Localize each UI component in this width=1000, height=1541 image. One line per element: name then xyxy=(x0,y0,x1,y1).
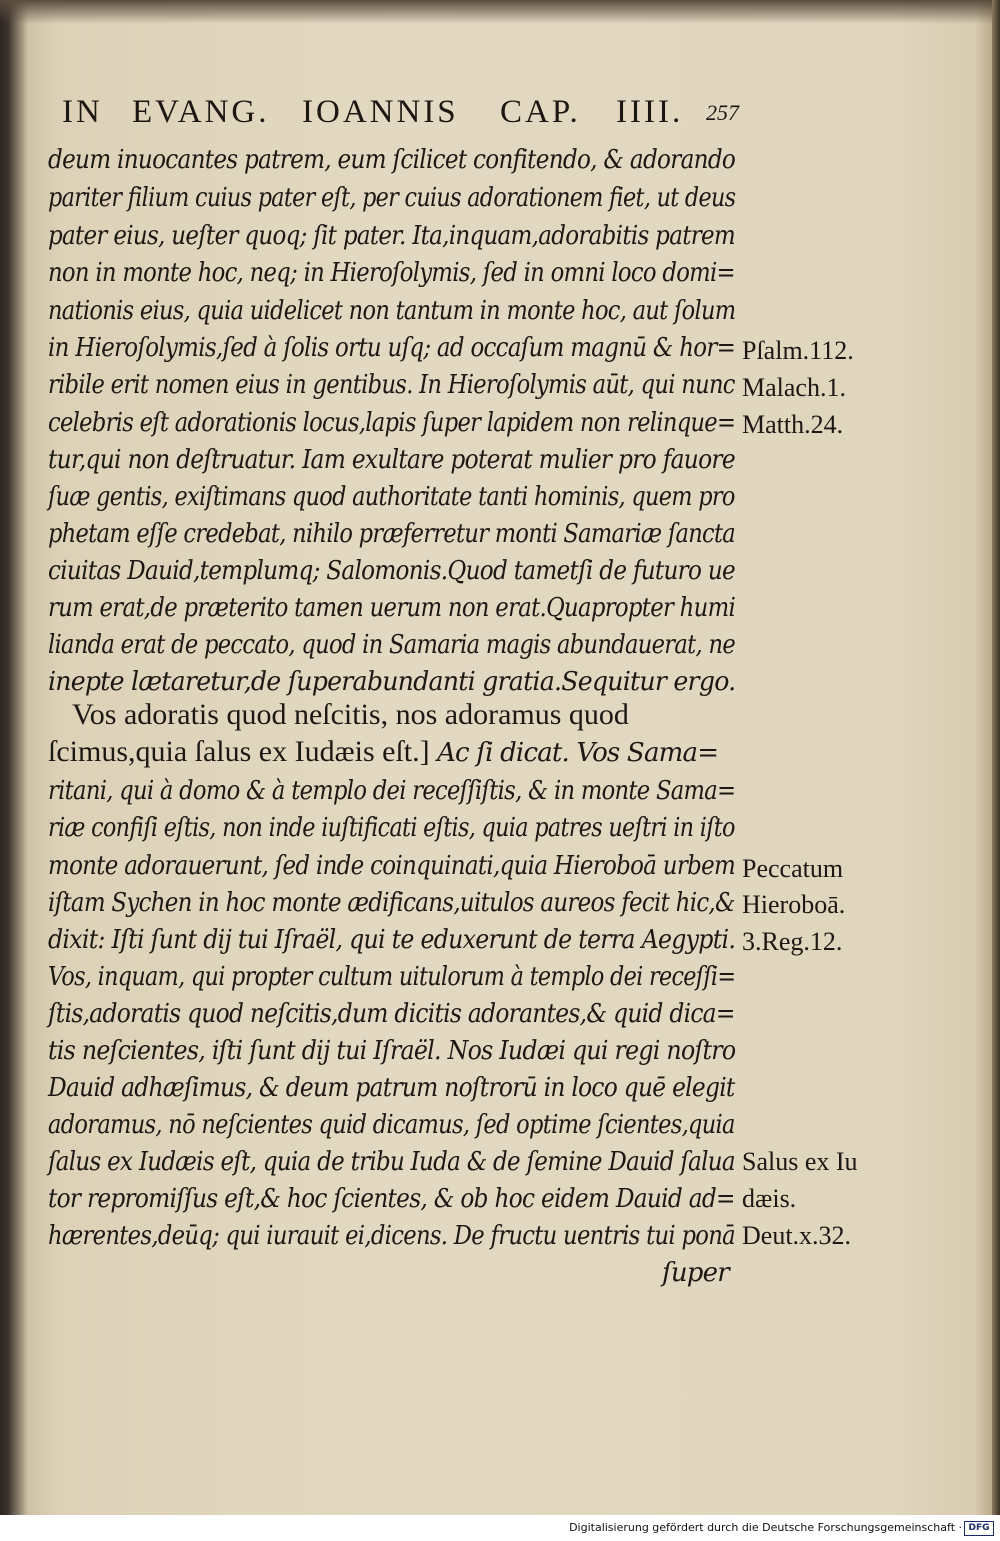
body-line: ciuitas Dauid,templumq; Salomonis.Quod tametſi de futuro ue xyxy=(48,556,735,586)
lemma-line: Vos adoratis quod neſcitis, nos adoramus quod xyxy=(72,698,629,731)
body-line: riæ confiſi eſtis, non inde iuſtificati eſtis, quia patres ueſtri in iſto xyxy=(48,813,735,843)
body-line: dixit: Iſti ſunt dij tui Iſraël, qui te eduxerunt de terra Aegypti. xyxy=(48,925,736,955)
lemma-line xyxy=(48,735,718,769)
lemma-roman: ſcimus,quia ſalus ex Iudæis eſt.] xyxy=(48,735,430,768)
margin-note: Malach.1. xyxy=(742,373,846,402)
body-line: ſalus ex Iudæis eſt, quia de tribu Iuda & de ſemine Dauid ſalua xyxy=(48,1147,735,1177)
header-ioannis: IOANNIS xyxy=(302,94,459,130)
body-line: Vos, inquam, qui propter cultum uitulorum à templo dei receſſi= xyxy=(48,962,736,992)
body-line: phetam eſſe credebat, nihilo præferretur monti Samariæ ſancta xyxy=(48,519,736,549)
margin-note: Deut.x.32. xyxy=(742,1221,852,1250)
body-line: ſtis,adoratis quod neſcitis,dum dicitis adorantes,& quid dica= xyxy=(48,999,735,1029)
body-line: Dauid adhæſimus, & deum patrum noſtrorū in loco quē elegit xyxy=(48,1073,735,1103)
body-line: adoramus, nō neſcientes quid dicamus, ſed optime ſcientes,quia xyxy=(48,1110,735,1140)
page-number: 257 xyxy=(706,100,739,125)
margin-note: Pſalm.112. xyxy=(742,336,854,365)
lemma-italic: Ac ſi dicat. Vos Sama= xyxy=(429,738,719,768)
dfg-logo-icon: DFG xyxy=(964,1521,994,1536)
body-line: deum inuocantes patrem, eum ſcilicet confitendo, & adorando xyxy=(48,145,736,175)
margin-note: Peccatum xyxy=(742,854,844,883)
body-line: lianda erat de peccato, quod in Samaria magis abundauerat, ne xyxy=(48,630,736,660)
body-line: tur,qui non deſtruatur. Iam exultare poterat mulier pro fauore xyxy=(48,445,735,475)
margin-note: Hieroboā. xyxy=(742,890,846,919)
margin-note: Matth.24. xyxy=(742,410,844,439)
body-line: tis neſcientes, iſti ſunt dij tui Iſraël. Nos Iudæi qui regi noſtro xyxy=(48,1036,736,1066)
margin-note: Salus ex Iu xyxy=(742,1147,858,1176)
body-line: inepte lætaretur,de ſuperabundanti gratia.Sequitur ergo. xyxy=(48,667,736,697)
body-line: pariter filium cuius pater eſt, per cuius adorationem fiet, ut deus xyxy=(48,183,736,213)
page-top-shadow xyxy=(0,0,1000,24)
body-line: ſuæ gentis, exiſtimans quod authoritate tanti hominis, quem pro xyxy=(48,482,735,512)
body-line: iſtam Sychen in hoc monte ædificans,uitulos aureos fecit hic,& xyxy=(48,888,735,918)
body-line: ritani, qui à domo & à templo dei receſſiſtis, & in monte Sama= xyxy=(48,776,736,806)
funding-credit: Digitalisierung gefördert durch die Deutsche Forschungsgemeinschaft · xyxy=(569,1521,962,1534)
body-line: non in monte hoc, neq; in Hieroſolymis, ſed in omni loco domi= xyxy=(48,258,735,288)
body-line: monte adorauerunt, ſed inde coinquinati,quia Hieroboā urbem xyxy=(48,851,736,881)
body-line: in Hieroſolymis,ſed à ſolis ortu uſq; ad occaſum magnū & hor= xyxy=(48,333,736,363)
body-line: hærentes,deūq; qui iurauit ei,dicens. De fructu uentris tui ponā xyxy=(48,1221,735,1251)
body-line: rum erat,de præterito tamen uerum non erat.Quapropter humi xyxy=(48,593,736,623)
body-line: ribile erit nomen eius in gentibus. In Hieroſolymis aūt, qui nunc xyxy=(48,370,735,400)
header-evang: EVANG. xyxy=(132,94,270,130)
footer-bar xyxy=(0,1515,1000,1541)
catchword: ſuper xyxy=(662,1258,729,1288)
body-line: celebris eſt adorationis locus,lapis ſuper lapidem non relinque= xyxy=(48,408,736,438)
header-cap: CAP. xyxy=(500,94,581,130)
header-in: IN xyxy=(62,94,103,130)
running-header xyxy=(62,94,762,138)
page-edge xyxy=(992,0,1000,1515)
body-line: nationis eius, quia uidelicet non tantum in monte hoc, aut ſolum xyxy=(48,296,736,326)
margin-note: dæis. xyxy=(742,1184,797,1213)
body-line: tor repromiſſus eſt,& hoc ſcientes, & ob hoc eidem Dauid ad= xyxy=(48,1184,735,1214)
header-chapter-number: IIII. xyxy=(616,94,684,130)
body-line: pater eius, ueſter quoq; ſit pater. Ita,inquam,adorabitis patrem xyxy=(48,221,735,251)
margin-note: 3.Reg.12. xyxy=(742,927,843,956)
